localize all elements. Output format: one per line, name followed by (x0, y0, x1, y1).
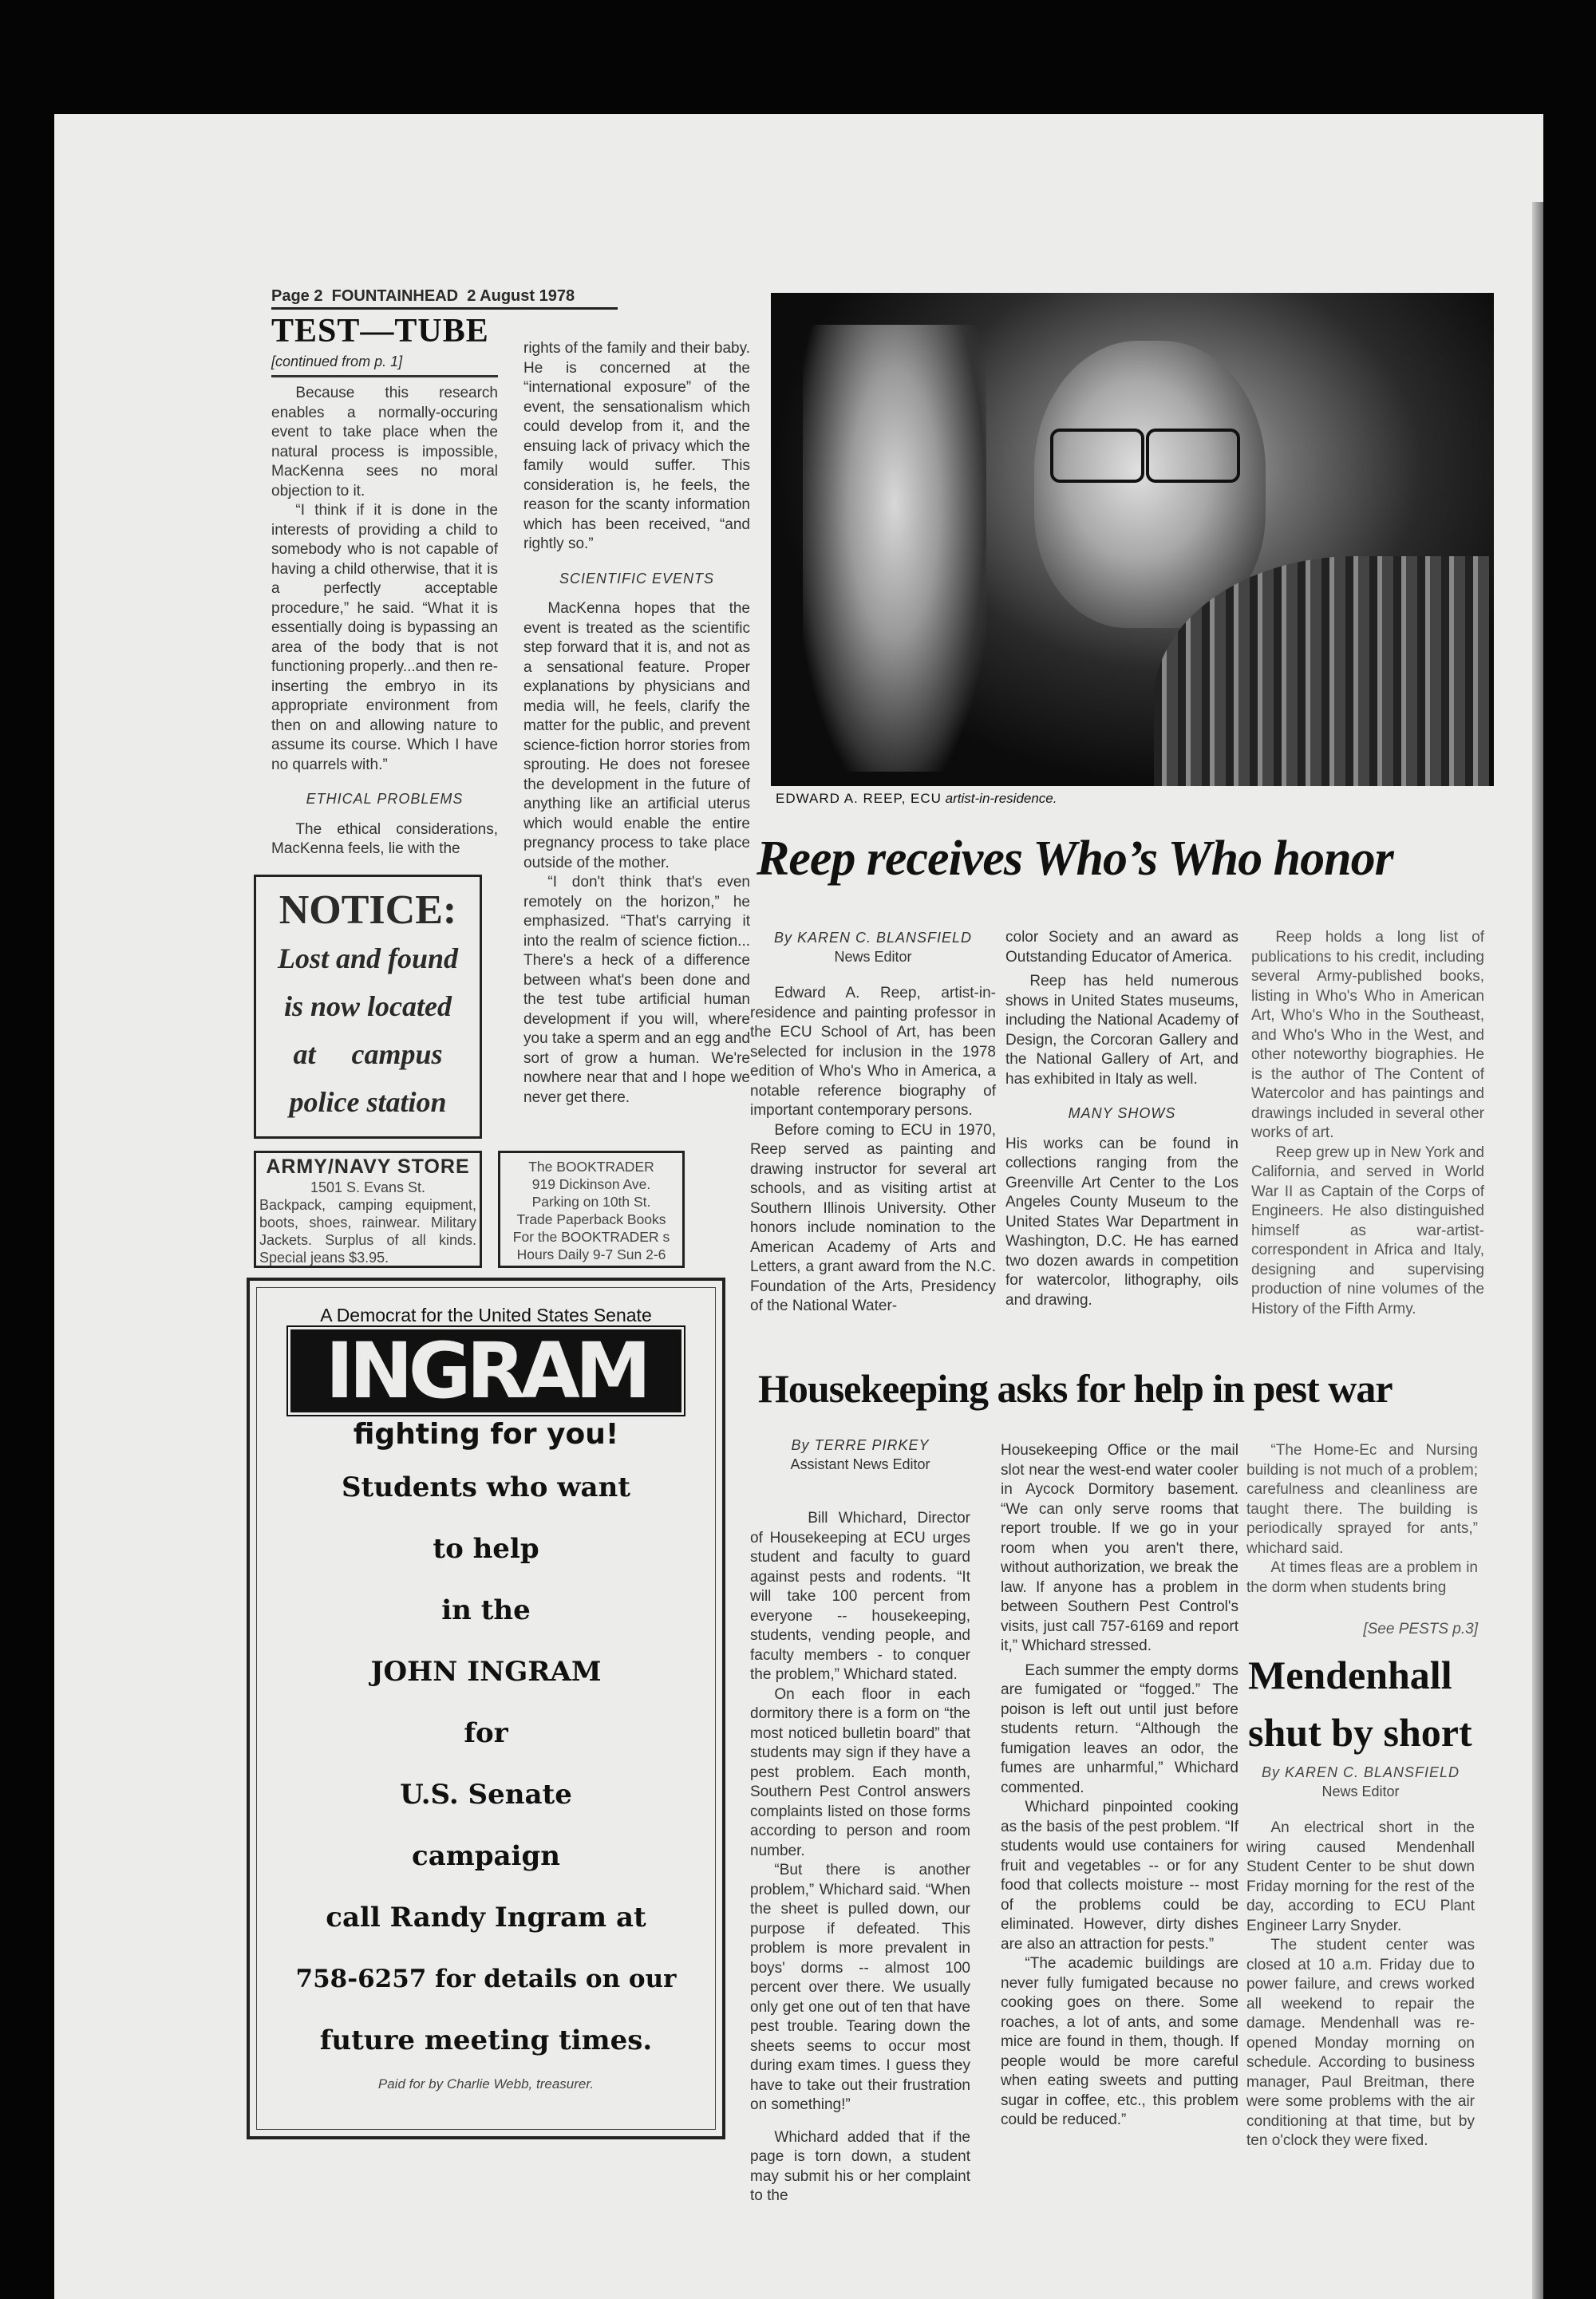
ingram-slogan: fighting for you! (353, 1418, 619, 1451)
army-navy-body: Backpack, camping equipment, boots, shoes, rainwear. Military Jackets. Surplus of all kinds. Special jeans $3.95. (259, 1197, 476, 1266)
page-masthead: Page 2 FOUNTAINHEAD 2 August 1978 (271, 287, 618, 310)
notice-lost-and-found-ad (254, 875, 482, 1139)
headline-line: shut by short (1248, 1710, 1472, 1755)
reep-byline (750, 928, 996, 966)
reep-column-3 (1251, 928, 1484, 1319)
mendenhall-byline (1246, 1763, 1475, 1801)
paragraph: Bill Whichard, Director of Housekeeping at ECU urges student and faculty to guard against pests and rodents. “It will take 100 percent from everyone -- housekeeping, students, vending people, and faculty members - to conquer the problem,” Whichard stated. (750, 1510, 970, 1683)
paragraph: Each summer the empty dorms are fumigated or “fogged.” The poison is left out until just before students return. “Although the fumigation leaves an odor, the fumes are unharmful,” Whichard commented. (1001, 1661, 1238, 1796)
army-navy-title: ARMY/NAVY STORE (266, 1155, 470, 1178)
reep-headline: Reep receives Who’s Who honor (757, 832, 1393, 886)
reep-column-1 (750, 928, 996, 1317)
paragraph: Housekeeping Office or the mail slot near the west-end water cooler in Aycock Dormitory basement. “We can only serve rooms that report trouble. If we go in your room when you aren't there, without authorization, we break the law. If anyone has a problem in between Southern Pest Control's visits, just call 757-6169 and report it,” Whichard stressed. (1001, 1442, 1238, 1654)
test-tube-column-2 (523, 339, 750, 1108)
housekeeping-headline: Housekeeping asks for help in pest war (758, 1366, 1393, 1411)
notice-line: is now located (283, 990, 452, 1022)
notice-line: at campus (293, 1038, 443, 1070)
paragraph: rights of the family and their baby. He is concerned at the “international exposure” of the event, the sensationalism which could develop from it, and the ensuing lack of privacy which the family would suffer. This consideration is, he feels, the reason for the scanty information which has been received, “and rightly so.” (523, 340, 750, 552)
army-navy-store-ad (254, 1151, 482, 1268)
housekeeping-byline (750, 1436, 970, 1474)
paragraph: Whichard added that if the page is torn down, a student may submit his or her complaint to the (750, 2128, 970, 2204)
subhead-many-shows: MANY SHOWS (1068, 1105, 1176, 1121)
booktrader-line: For the BOOKTRADER s (512, 1229, 670, 1245)
paragraph: Reep has held numerous shows in United States museums, including the National Academy of Design, the Corcoran Gallery and the National Gallery of Art, and has exhibited in Italy as well. (1005, 973, 1238, 1088)
reep-column-2 (1005, 928, 1238, 1310)
notice-line: police station (289, 1086, 447, 1118)
mendenhall-article (1246, 1763, 1475, 2151)
photo-caption (776, 791, 1057, 807)
paragraph: At times fleas are a problem in the dorm when students bring (1246, 1559, 1478, 1596)
ingram-ad-line: for (464, 1717, 508, 1749)
photo-edward-reep (771, 293, 1494, 786)
paragraph: “But there is another problem,” Whichard said. “When the sheet is pulled down, our purpose if defeated. This problem is more prevalent in boys' dorms -- almost 100 percent over there. We usually only get one out of ten that have pest trouble. Tearing down the sheets seems to occur most during exam times. I guess they have to take out their frustration on something!” (750, 1862, 970, 2113)
ingram-ad-line: to help (433, 1533, 539, 1565)
paragraph: “The academic buildings are never fully fumigated because no cooking goes on there. Some roaches, a lot of ants, and some mice are found in them, though. If people would be more careful when eating sweets and putting sugar in coffee, etc., this problem could be reduced.” (1001, 1955, 1238, 2128)
ingram-paid-by: Paid for by Charlie Webb, treasurer. (377, 2076, 595, 2092)
ingram-tagline: A Democrat for the United States Senate (320, 1305, 652, 1325)
paragraph: Whichard pinpointed cooking as the basis of the pest problem. “If students would use containers for fruit and vegetables -- or for any food that collects moisture -- most of the problems could be eliminated. However, dirty dishes are also an attraction for pests.” (1001, 1799, 1238, 1953)
ingram-ad-line: U.S. Senate (400, 1779, 572, 1811)
housekeeping-column-2 (1001, 1441, 1238, 2131)
paragraph: An electrical short in the wiring caused Mendenhall Student Center to be shut down Friday morning for the rest of the day, according to ECU Plant Engineer Larry Snyder. (1246, 1819, 1475, 1934)
newspaper-page (54, 114, 1543, 2299)
byline-author: By KAREN C. BLANSFIELD (1261, 1764, 1460, 1780)
paragraph: His works can be found in collections ranging from the Greenville Art Center to the Los Angeles County Museum to the United States War Department in Washington, D.C. He has earned two dozen awards in competition for watercolor, lithography, oils and drawing. (1005, 1135, 1238, 1309)
paragraph: Because this research enables a normally-occuring event to take place when the natural process is impossible, MacKenna sees no moral objection to it. (271, 385, 498, 500)
paragraph: Edward A. Reep, artist-in-residence and painting professor in the ECU School of Art, has been selected for inclusion in the 1978 edition of Who's Who in America, a notable reference biography of important contemporary persons. (750, 985, 996, 1119)
subhead-scientific-events: SCIENTIFIC EVENTS (559, 570, 715, 587)
paragraph: MacKenna hopes that the event is treated as the scientific step forward that it is, and not as a sensational feature. Proper explanations by physicians and media will, he feels, clarify the matter for the public, and prevent science-fiction horror stories from sprouting. He does not foresee the development in the future of anything like an artificial uterus which would enable the entire pregnancy process to take place outside of the mother. (523, 600, 750, 871)
test-tube-column-1 (271, 384, 498, 859)
housekeeping-column-1 (750, 1436, 970, 2206)
booktrader-line: 919 Dickinson Ave. (531, 1176, 651, 1192)
paragraph: “I don't think that's even remotely on the horizon,” he emphasized. “That's carrying it into the realm of science fiction... There's a heck of a difference between what's been done and the test tube artificial human development if you will, where you take a sperm and an egg and sort of grow a human. We're nowhere near that and I hope we never get there. (523, 874, 750, 1106)
mendenhall-headline (1248, 1646, 1472, 1761)
ingram-ad-line: JOHN INGRAM (370, 1656, 602, 1688)
notice-title: NOTICE: (279, 887, 457, 933)
paragraph: “The Home-Ec and Nursing building is not much of a problem; carefulness and cleanliness are taught there. The building is periodically sprayed for ants,” whichard said. (1246, 1442, 1478, 1557)
ingram-logo: INGRAM (290, 1329, 681, 1412)
ingram-phone-line: 758-6257 for details on our (295, 1965, 677, 1993)
headline-line: Mendenhall (1248, 1653, 1452, 1697)
caption-role: artist-in-residence. (941, 791, 1057, 806)
paragraph: The student center was closed at 10 a.m. Friday due to power failure, and crews worked all weekend to repair the damage. Mendenhall was re-opened Monday morning on schedule. According to business manager, Paul Breitman, there were some problems with the air conditioning at that time, but by ten o'clock they were fixed. (1246, 1937, 1475, 2149)
booktrader-line: The BOOKTRADER (528, 1159, 654, 1175)
byline-title: Assistant News Editor (790, 1456, 930, 1472)
ingram-ad-line: Students who want (341, 1471, 630, 1503)
ingram-ad-line: future meeting times. (319, 2024, 653, 2056)
ingram-ad-line: in the (441, 1594, 531, 1626)
byline-title: News Editor (1321, 1784, 1400, 1799)
caption-name: EDWARD A. REEP, ECU (776, 791, 942, 806)
booktrader-ad (498, 1151, 685, 1268)
page-edge-shadow (1532, 202, 1543, 2299)
test-tube-headline: TEST—TUBE (271, 313, 489, 350)
booktrader-line: Parking on 10th St. (531, 1194, 651, 1210)
booktrader-line: Trade Paperback Books (516, 1211, 666, 1227)
byline-author: By KAREN C. BLANSFIELD (773, 930, 973, 946)
ingram-campaign-ad (247, 1278, 725, 2139)
byline-title: News Editor (834, 949, 912, 965)
subhead-ethical-problems: ETHICAL PROBLEMS (306, 791, 464, 807)
ingram-ad-line: campaign (412, 1840, 560, 1872)
paragraph: The ethical considerations, MacKenna feels, lie with the (271, 820, 498, 857)
paragraph: “I think if it is done in the interests of providing a child to somebody who is not capable of having a child otherwise, that it is a perfectly acceptable procedure,” he said. “What it is essentially doing is bypassing an area of the body that is not functioning properly...and then re-inserting the embryo in its appropriate environment from then on and allowing nature to assume its course. Which I have no quarrels with.” (271, 502, 498, 773)
notice-line: Lost and found (277, 942, 459, 974)
ingram-ad-line: call Randy Ingram at (326, 1902, 646, 1934)
booktrader-line: Hours Daily 9-7 Sun 2-6 (516, 1246, 666, 1262)
housekeeping-column-3 (1246, 1441, 1478, 1640)
continued-note: [continued from p. 1] (271, 354, 498, 377)
paragraph: color Society and an award as Outstanding Educator of America. (1005, 929, 1238, 966)
paragraph: On each floor in each dormitory there is a form on “the most noticed bulletin board” that students may sign if they have a pest problem. Each month, Southern Pest Control answers complaints listed on those forms according to person and room number. (750, 1685, 970, 1859)
paragraph: Reep holds a long list of publications to his credit, including several Army-published books, listing in Who's Who in American Art, Who's Who in the Southeast, and Who's Who in the West, and other noteworthy biographies. He is the author of The Content of Watercolor and has paintings and drawings included in several other works of art. (1251, 929, 1484, 1141)
byline-author: By TERRE PIRKEY (791, 1437, 930, 1453)
paragraph: Reep grew up in New York and California, and served in World War II as Captain of the Corps of Engineers. He also distinguished himself as war-artist-correspondent in Africa and Italy, designing and supervising production of nine volumes of the History of the Fifth Army. (1251, 1144, 1484, 1317)
army-navy-address: 1501 S. Evans St. (310, 1179, 426, 1195)
paragraph: Before coming to ECU in 1970, Reep served as painting and drawing instructor for several art schools, and as visiting artist at Southern Illinois University. Other honors include nomination to the American Academy of Arts and Letters, a grant award from the N.C. Foundation of the Arts, Presidency of the National Water- (750, 1121, 996, 1314)
jump-line-pests: [See PESTS p.3] (1363, 1621, 1478, 1637)
